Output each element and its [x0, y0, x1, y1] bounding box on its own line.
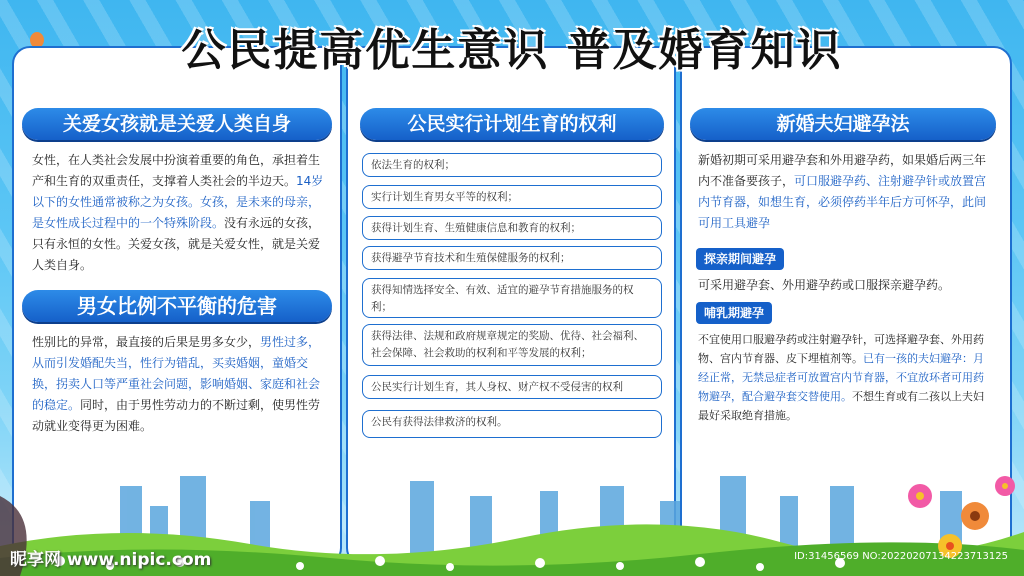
watermark-logo: 昵享网 www.nipic.com	[10, 550, 212, 570]
gender-imbalance-text	[32, 332, 328, 437]
heading-family-planning-rights: 公民实行计划生育的权利	[360, 108, 664, 140]
care-text-b: 14岁以下的女性通常被称之为女孩。女孩，是未来的母亲，是女性成长过程中的一个特殊阶段。	[32, 174, 324, 230]
lactation-text	[698, 330, 992, 425]
rights-item: 获得知情选择安全、有效、适宜的避孕节育措施服务的权利；	[362, 278, 662, 318]
rights-item: 获得计划生育、生殖健康信息和教育的权利；	[362, 216, 662, 240]
contra-text-a: 新婚初期可采用避孕套和外用避孕药，如果婚后两三年内不准备要孩子，	[698, 153, 987, 188]
care-for-girls-text	[32, 150, 328, 276]
care-text-c: 没有永远的女孩，只有永恒的女性。关爱女孩，就是关爱女性，就是关爱人类自身。	[32, 216, 321, 272]
rights-item: 获得法律、法规和政府规章规定的奖励、优待、社会福利、社会保障、社会救助的权利和平等发展的权利；	[362, 324, 662, 366]
lactation-text-a: 不宜使用口服避孕药或注射避孕针，可选择避孕套、外用药物、宫内节育器、皮下埋植剂等。	[698, 333, 984, 365]
rights-item: 公民实行计划生育，其人身权、财产权不受侵害的权利	[362, 375, 662, 399]
page-title: 公民提高优生意识 普及婚育知识	[181, 25, 843, 76]
rights-item: 公民有获得法律救济的权利。	[362, 410, 662, 438]
imbalance-text-c: 同时，由于男性劳动力的不断过剩，使男性劳动就业变得更为困难。	[32, 398, 321, 433]
heading-contraception: 新婚夫妇避孕法	[690, 108, 996, 140]
rights-item: 实行计划生育男女平等的权利；	[362, 185, 662, 209]
imbalance-text-b: 男性过多，从而引发婚配失当，性行为错乱，买卖婚姻，童婚交换，拐卖人口等严重社会问题，影响婚姻、家庭和社会的稳定。	[32, 335, 321, 412]
contra-text-b: 可口服避孕药、注射避孕针或放置宫内节育器，如想生育，必须停药半年后方可怀孕，此间可用工具避孕	[698, 174, 987, 230]
lactation-text-b: 已有一孩的夫妇避孕：月经正常，无禁忌症者可放置宫内节育器，不宜放环者可用药物避孕，配合避孕套交替使用。	[698, 352, 984, 403]
visiting-period-text: 可采用避孕套、外用避孕药或口服探亲避孕药。	[698, 278, 951, 292]
lactation-text-c: 不想生育或有二孩以上夫妇最好采取绝育措施。	[698, 390, 984, 422]
subheading-visiting-period: 探亲期间避孕	[696, 248, 784, 270]
watermark-id: ID:31456569 NO:20220207134223713125	[794, 551, 1008, 562]
subheading-lactation-period: 哺乳期避孕	[696, 302, 772, 324]
rights-item: 依法生育的权利；	[362, 153, 662, 177]
imbalance-text-a: 性别比的异常，最直接的后果是男多女少，	[32, 335, 261, 349]
heading-gender-imbalance: 男女比例不平衡的危害	[22, 290, 332, 322]
contraception-text	[698, 150, 992, 234]
care-text-a: 女性，在人类社会发展中扮演着重要的角色，承担着生产和生育的双重责任，支撑着人类社会的半边天。	[32, 153, 321, 188]
heading-care-for-girls: 关爱女孩就是关爱人类自身	[22, 108, 332, 140]
rights-item: 获得避孕节育技术和生殖保健服务的权利；	[362, 246, 662, 270]
